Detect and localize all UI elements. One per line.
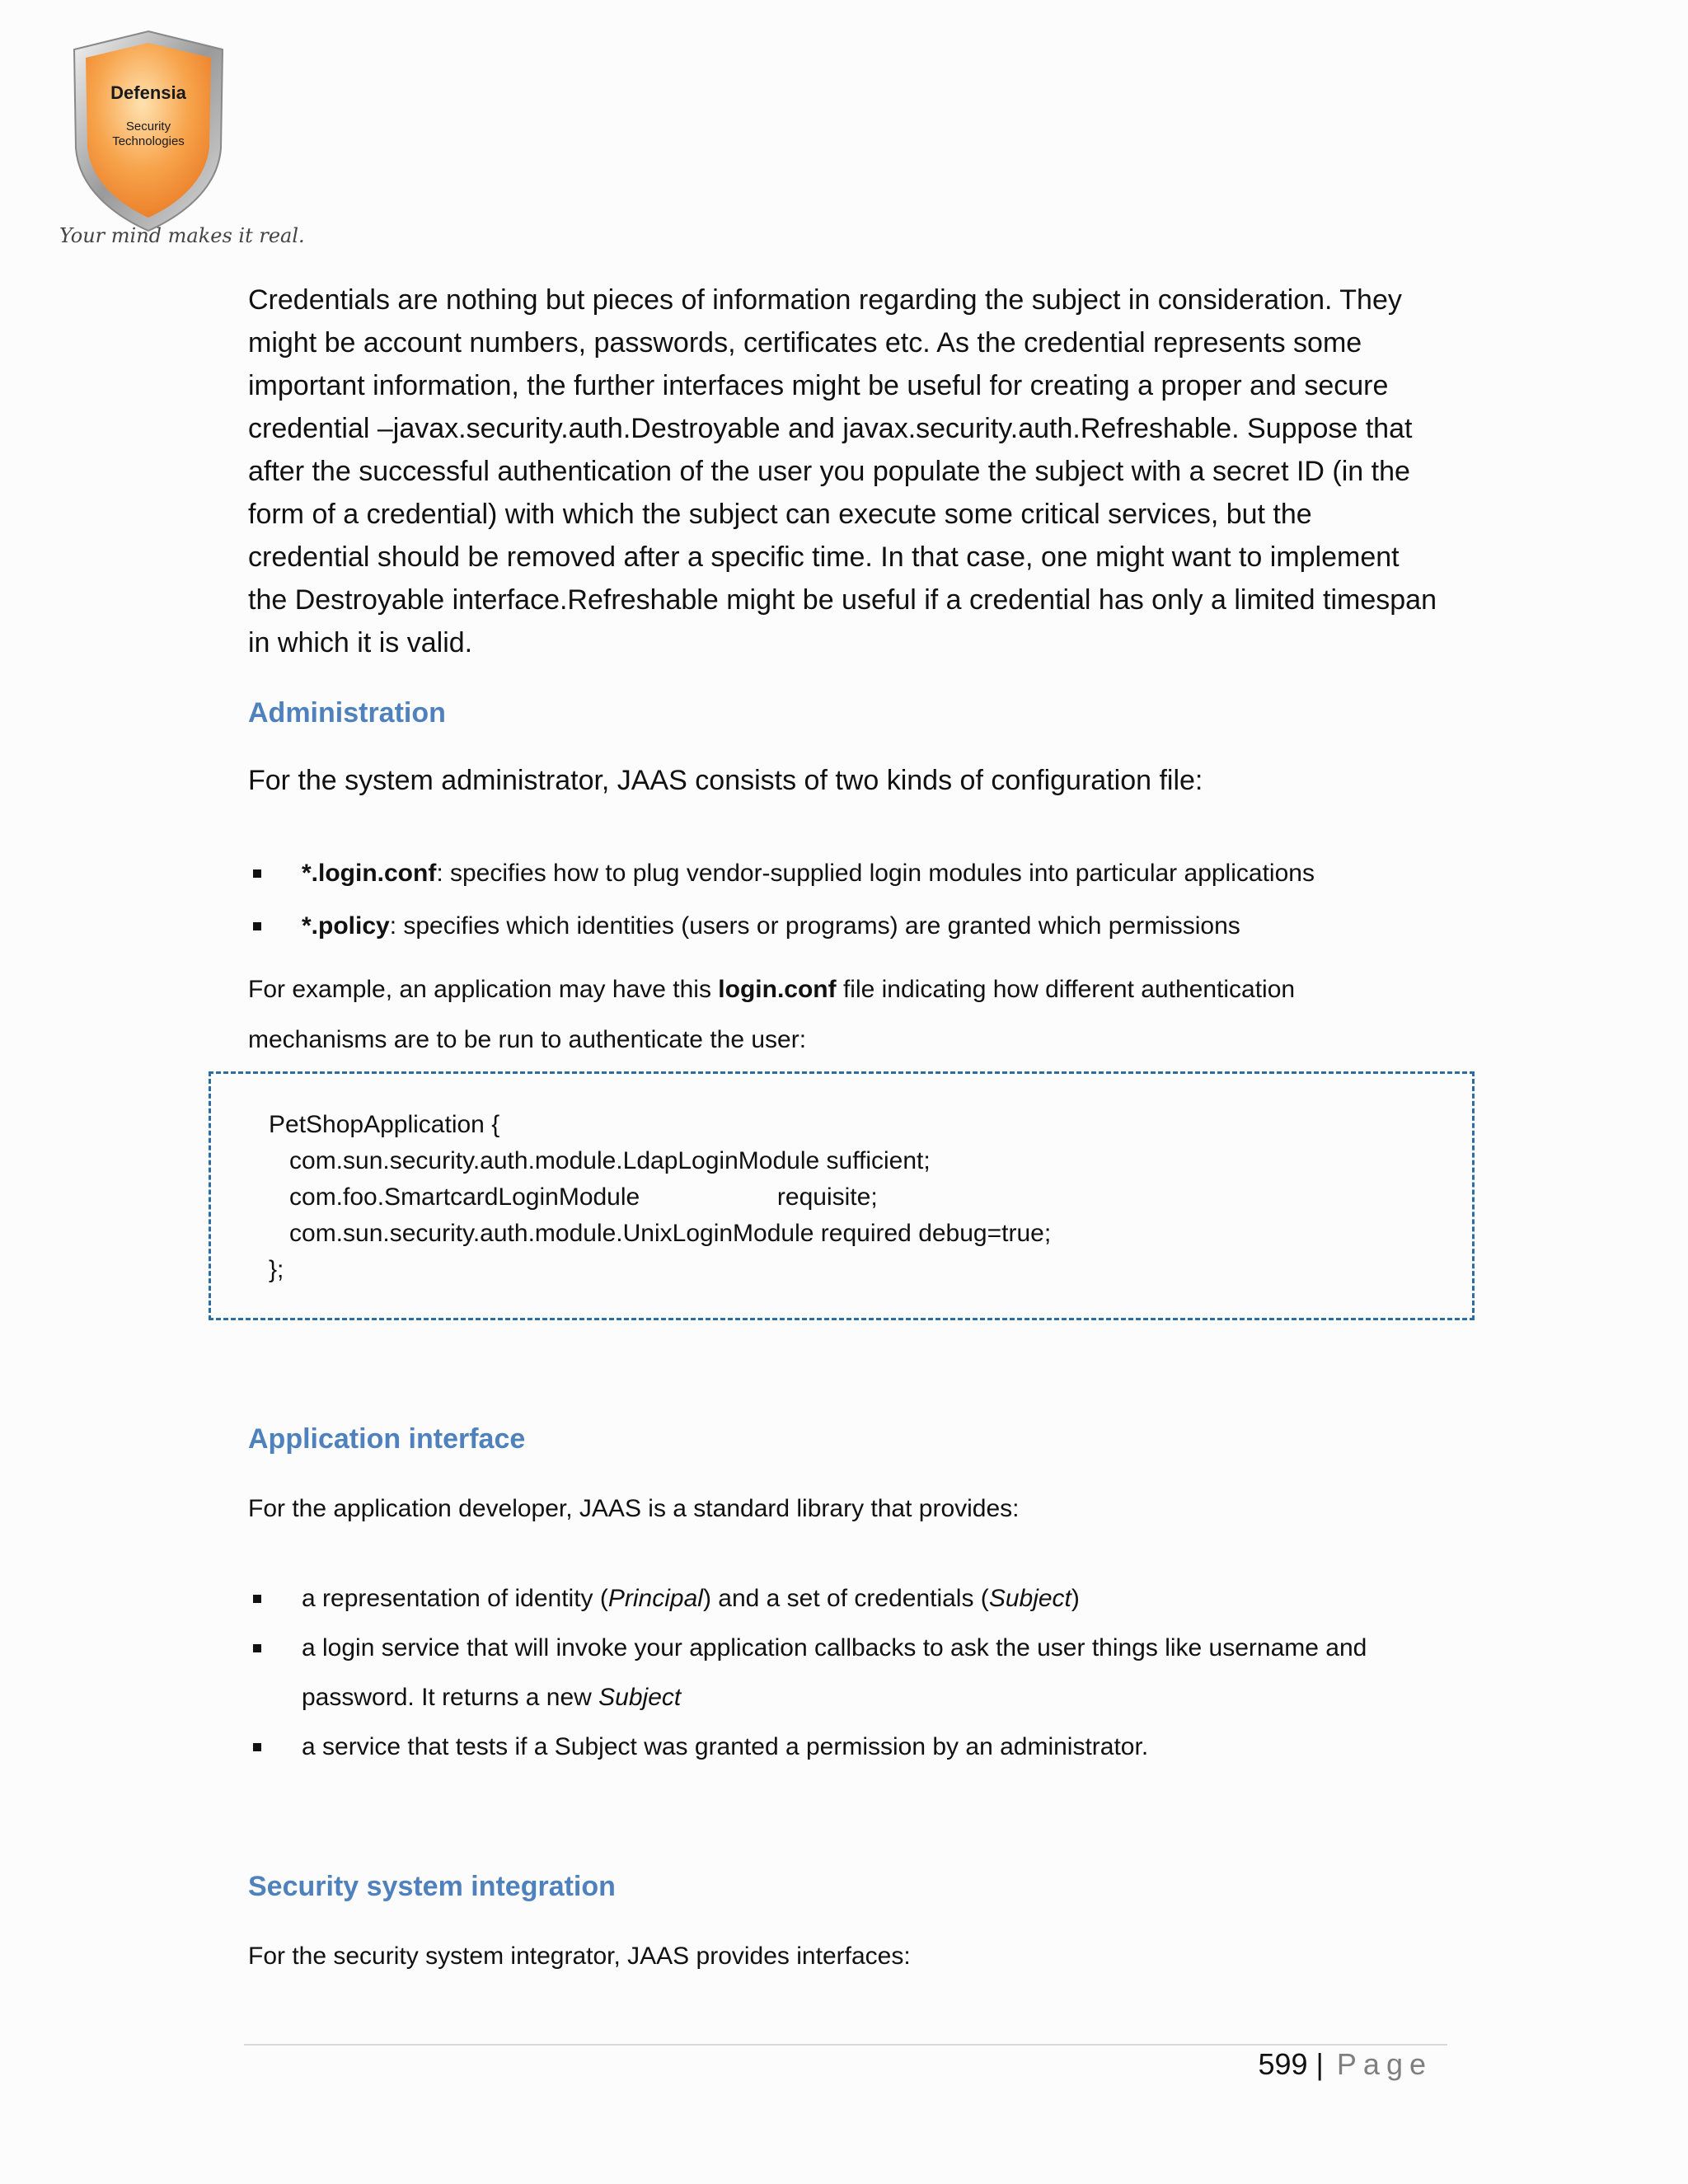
heading-application-interface: Application interface bbox=[248, 1423, 526, 1455]
app-intro: For the application developer, JAAS is a standard library that provides: bbox=[248, 1495, 1020, 1522]
bullet-icon bbox=[253, 869, 261, 878]
example-post: file indicating how different authentication bbox=[836, 976, 1296, 1003]
paragraph-line: after the successful authentication of the user you populate the subject with a secret ID (in the bbox=[248, 456, 1410, 487]
bullet-text: a login service that will invoke your application callbacks to ask the user things like username and bbox=[302, 1634, 1367, 1661]
paragraph-line: the Destroyable interface.Refreshable might be useful if a credential has only a limited timespan bbox=[248, 584, 1437, 616]
paragraph-line: in which it is valid. bbox=[248, 627, 473, 658]
code-line: PetShopApplication { bbox=[269, 1111, 500, 1138]
bullet-italic: Principal bbox=[607, 1585, 703, 1612]
bullet-icon bbox=[253, 1595, 261, 1603]
footer-divider bbox=[244, 2044, 1447, 2046]
security-intro: For the security system integrator, JAAS provides interfaces: bbox=[248, 1943, 911, 1970]
example-bold: login.conf bbox=[718, 976, 837, 1003]
intro-paragraph bbox=[248, 279, 1445, 664]
logo-sub2: Technologies bbox=[112, 134, 185, 148]
bullet-term: *.login.conf bbox=[302, 860, 437, 887]
bullet-text: a representation of identity ( bbox=[302, 1585, 608, 1612]
logo-sub1: Security bbox=[125, 120, 171, 134]
example-text bbox=[248, 964, 1445, 1065]
bullet-text: password. It returns a new bbox=[302, 1684, 599, 1711]
bullet-italic: Subject bbox=[598, 1684, 682, 1711]
logo-tagline: Your mind makes it real. bbox=[59, 224, 305, 247]
paragraph-line: Credentials are nothing but pieces of information regarding the subject in consideration. They bbox=[248, 284, 1402, 316]
code-block bbox=[209, 1071, 1475, 1320]
paragraph-line: form of a credential) with which the subject can execute some critical services, but the bbox=[248, 499, 1312, 530]
company-logo bbox=[58, 25, 239, 255]
footer-separator: | bbox=[1315, 2047, 1324, 2081]
example-pre: For example, an application may have this bbox=[248, 976, 719, 1003]
page-label: Page bbox=[1336, 2047, 1432, 2081]
bullet-icon bbox=[253, 1644, 261, 1652]
heading-security-integration: Security system integration bbox=[248, 1871, 616, 1902]
paragraph-line: might be account numbers, passwords, certificates etc. As the credential represents some bbox=[248, 327, 1362, 359]
paragraph-line: important information, the further interfaces might be useful for creating a proper and secure bbox=[248, 370, 1389, 401]
heading-administration: Administration bbox=[248, 697, 446, 729]
code-line: com.sun.security.auth.module.LdapLoginModule sufficient; bbox=[269, 1147, 931, 1174]
code-line: com.sun.security.auth.module.UnixLoginModule required debug=true; bbox=[269, 1220, 1052, 1247]
page-number: 599 bbox=[1258, 2047, 1308, 2081]
example-line2: mechanisms are to be run to authenticate the user: bbox=[248, 1026, 807, 1053]
bullet-text: a service that tests if a Subject was granted a permission by an administrator. bbox=[302, 1733, 1149, 1760]
admin-intro: For the system administrator, JAAS consists of two kinds of configuration file: bbox=[248, 765, 1203, 796]
bullet-text: ) and a set of credentials ( bbox=[702, 1585, 989, 1612]
bullet-text: : specifies how to plug vendor-supplied login modules into particular applications bbox=[436, 860, 1315, 887]
bullet-icon bbox=[253, 922, 261, 930]
bullet-term: *.policy bbox=[302, 912, 390, 940]
admin-bullet-list bbox=[248, 849, 1445, 951]
list-item bbox=[248, 1722, 1445, 1772]
list-item bbox=[248, 902, 1445, 951]
paragraph-line: credential should be removed after a specific time. In that case, one might want to implement bbox=[248, 541, 1400, 573]
code-line: }; bbox=[269, 1256, 284, 1283]
code-line: com.foo.SmartcardLoginModule requisite; bbox=[269, 1183, 878, 1211]
list-item bbox=[248, 849, 1445, 898]
paragraph-line: credential –javax.security.auth.Destroyable and javax.security.auth.Refreshable. Suppose that bbox=[248, 413, 1413, 444]
page-footer bbox=[1258, 2047, 1432, 2082]
bullet-text: : specifies which identities (users or programs) are granted which permissions bbox=[389, 912, 1240, 940]
list-item bbox=[248, 1624, 1445, 1722]
list-item bbox=[248, 1574, 1445, 1624]
code-text bbox=[269, 1107, 1051, 1288]
bullet-italic: Subject bbox=[988, 1585, 1071, 1612]
bullet-text: ) bbox=[1071, 1585, 1080, 1612]
logo-brand: Defensia bbox=[110, 82, 186, 103]
bullet-icon bbox=[253, 1743, 261, 1751]
app-bullet-list bbox=[248, 1574, 1445, 1772]
